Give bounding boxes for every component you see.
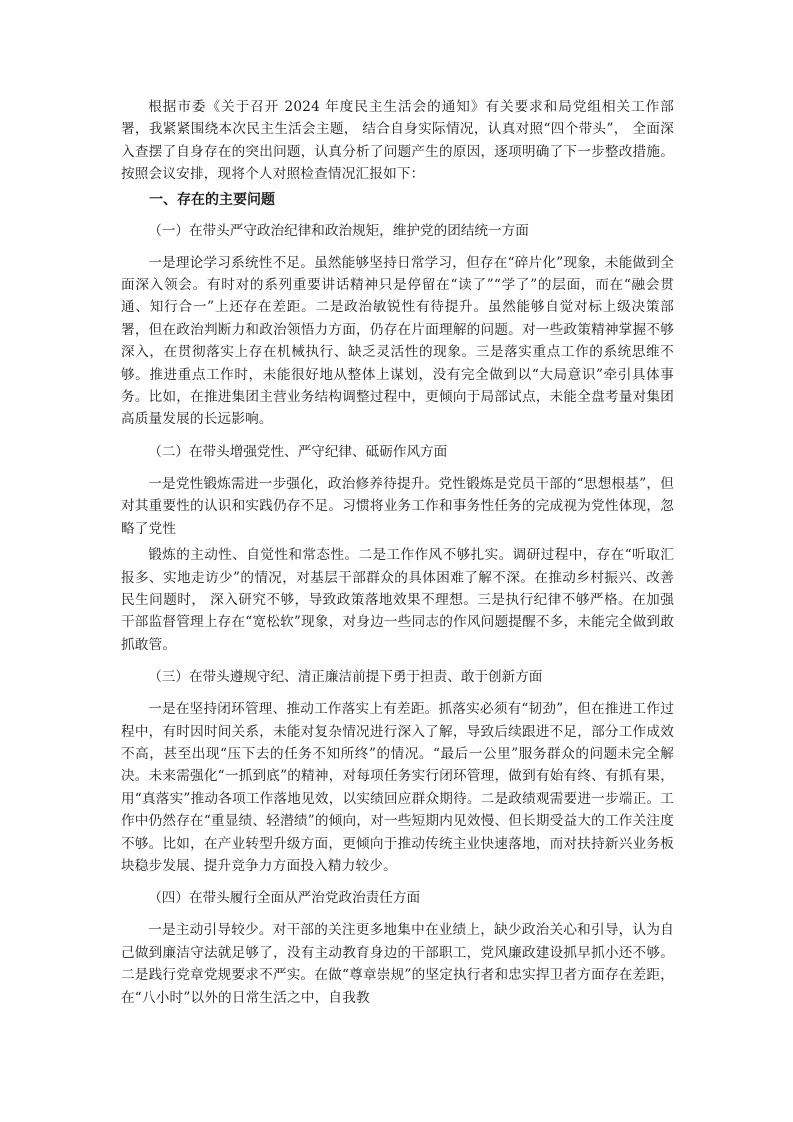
subsection-2-paragraph-2: 锻炼的主动性、自觉性和常态性。二是工作作风不够扎实。调研过程中，存在“听取汇报多、实地走访少”的情况，对基层干部群众的具体困难了解不深。在推动乡村振兴、改善民生问题时， 深入研究不够，导致政策落地效果不理想。三是执行纪律不够严格。在加强干部监督管理上存在“宽松软”现象，对身边一些同志的作风问题提醒不多，未能完全做到敢抓敢管。	[121, 547, 674, 653]
subsection-heading-1: （一）在带头严守政治纪律和政治规矩，维护党的团结统一方面	[148, 222, 529, 239]
intro-paragraph: 根据市委《关于召开 2024 年度民主生活会的通知》有关要求和局党组相关工作部署，我紧紧围绕本次民主生活会主题， 结合自身实际情况，认真对照“四个带头”， 全面深入查摆了自身存在的突出问题，认真分析了问题产生的原因，逐项明确了下一步整改措施。按照会议安排，现将个人对照检查情况汇报如下：	[121, 99, 674, 183]
subsection-4-paragraph: 一是主动引导较少。对干部的关注更多地集中在业绩上，缺少政治关心和引导，认为自己做到廉洁守法就足够了，没有主动教育身边的干部职工，党风廉政建设抓早抓小还不够。二是践行党章党规要求不严实。在做“尊章崇规”的坚定执行者和忠实捍卫者方面存在差距，在“八小时”以外的日常生活之中，自我教	[121, 922, 674, 1006]
section-heading-main-problems: 一、存在的主要问题	[149, 191, 275, 208]
subsection-2-paragraph-1: 一是党性锻炼需进一步强化，政治修养待提升。党性锻炼是党员干部的“思想根基”，但对其重要性的认识和实践仍存不足。习惯将业务工作和事务性任务的完成视为党性体现，忽略了党性	[121, 475, 674, 537]
subsection-heading-2: （二）在带头增强党性、严守纪律、砥砺作风方面	[148, 443, 448, 460]
subsection-1-paragraph: 一是理论学习系统性不足。虽然能够坚持日常学习，但存在“碎片化”现象，未能做到全面深入领会。有时对的系列重要讲话精神只是停留在“读了”“学了”的层面，而在“融会贯通、知行合一”上还存在差距。二是政治敏锐性有待提升。虽然能够自觉对标上级决策部署，但在政治判断力和政治领悟力方面，仍存在片面理解的问题。对一些政策精神掌握不够深入，在贯彻落实上存在机械执行、缺乏灵活性的现象。三是落实重点工作的系统思维不够。推进重点工作时，未能很好地从整体上谋划，没有完全做到以“大局意识”牵引具体事务。比如，在推进集团主营业务结构调整过程中，更倾向于局部试点，未能全盘考量对集团高质量发展的长远影响。	[121, 254, 674, 428]
subsection-heading-3: （三）在带头遵规守纪、清正廉洁前提下勇于担责、敢于创新方面	[148, 669, 543, 686]
subsection-heading-4: （四）在带头履行全面从严治党政治责任方面	[148, 890, 421, 907]
subsection-3-paragraph: 一是在坚持闭环管理、推动工作落实上有差距。抓落实必须有“韧劲”，但在推进工作过程中，有时因时间关系，未能对复杂情况进行深入了解，导致后续跟进不足，部分工作成效不高，甚至出现“压下去的任务不知所终”的情况。“最后一公里”服务群众的问题未完全解决。未来需强化“一抓到底”的精神，对每项任务实行闭环管理，做到有始有终、有抓有果，用“真落实”推动各项工作落地见效，以实绩回应群众期待。二是政绩观需要进一步端正。工作中仍然存在“重显绩、轻潜绩”的倾向，对一些短期内见效慢、但长期受益大的工作关注度不够。比如，在产业转型升级方面，更倾向于推动传统主业快速落地，而对扶持新兴业务板块稳步发展、提升竞争力方面投入精力较少。	[121, 701, 674, 874]
document-body	[121, 96, 674, 1009]
